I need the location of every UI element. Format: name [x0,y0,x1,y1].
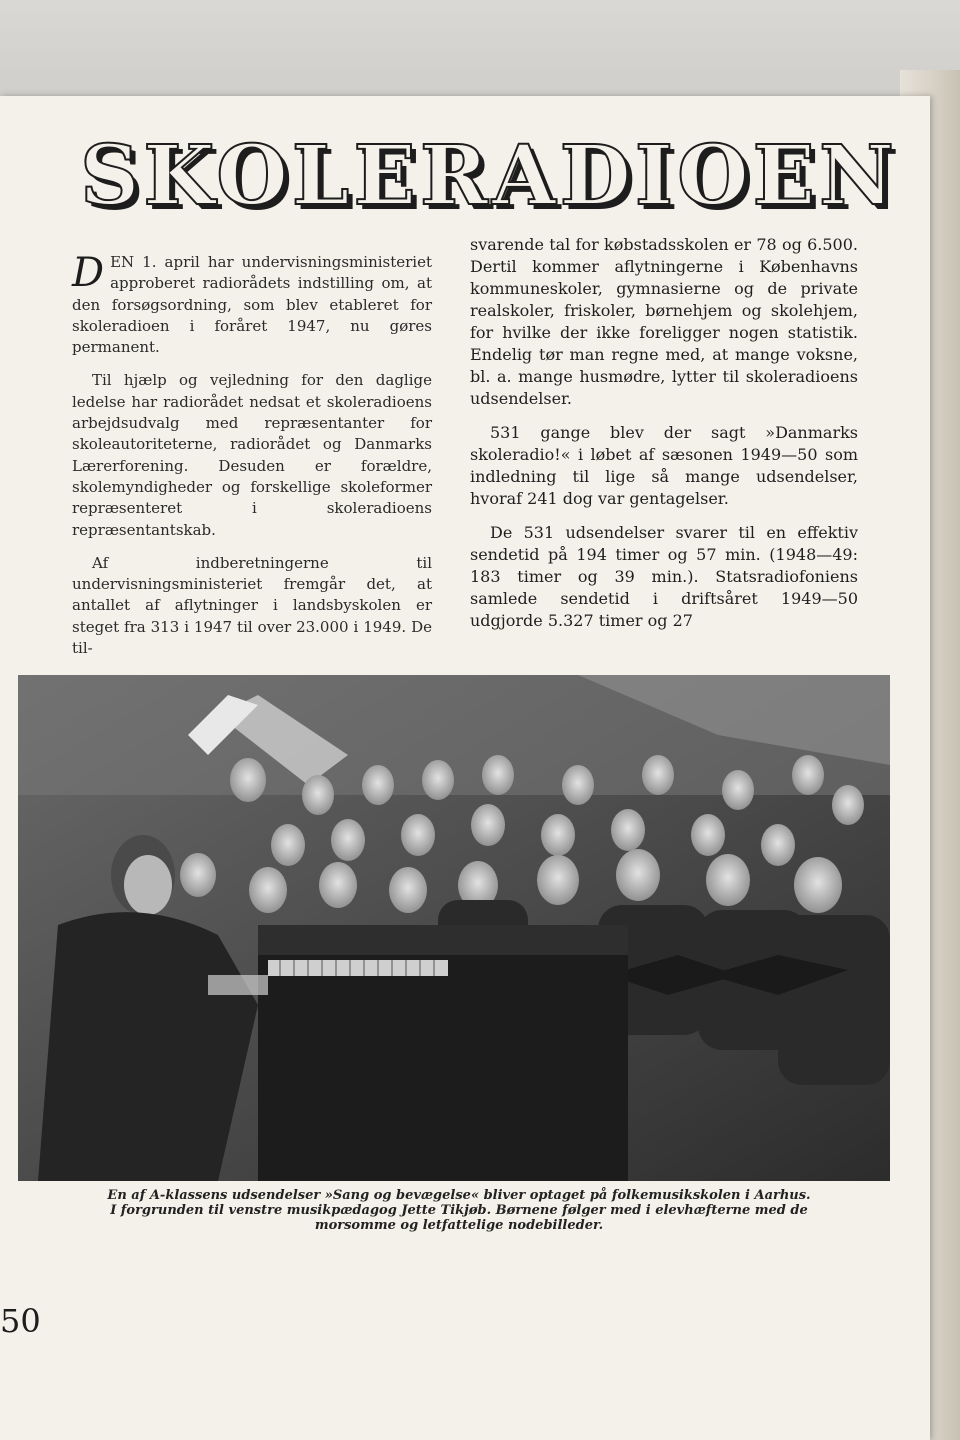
article-title: SKOLERADIOEN [80,128,898,224]
paragraph-6: De 531 udsendelser svarer til en effektiv sendetid på 194 timer og 57 min. (1948—49: 183 timer og 39 min.). Statsradiofoniens samlede sendetid i driftsåret 1949—50 udgjorde 5.327 timer og 27 [470,523,858,630]
caption-line-2: I forgrunden til venstre musikpædagog Jette Tikjøb. Børnene følger med i elevhæfterne med de [110,1203,808,1218]
paragraph-1 [72,252,432,358]
right-column [470,234,858,644]
drop-cap: D [72,250,105,296]
caption-line-1: En af A-klassens udsendelser »Sang og bevægelse« bliver optaget på folkemusikskolen i Aarhus. [107,1188,811,1203]
background-table [0,0,960,110]
caption-line-3: morsomme og letfattelige nodebilleder. [314,1218,604,1233]
photo-caption [24,1188,894,1233]
paragraph-1-text: EN 1. april har undervisningsministeriet approberet radiorådets indstilling om, at den forsøgsordning, som blev etableret for skoleradioen i foråret 1947, nu gøres permanent. [72,253,432,357]
photo-illustration [18,675,890,1181]
classroom-photo [18,675,890,1181]
paragraph-2: Til hjælp og vejledning for den daglige ledelse har radiorådet nedsat et skoleradioens arbejdsudvalg med repræsentanter for skoleautoriteterne, radiorådet og Danmarks Lærerforening. Desuden er forældre, skolemyndigheder og forskellige skoleformer repræsenteret i skoleradioens repræsentantskab. [72,371,432,539]
left-column [72,252,432,671]
paragraph-4: svarende tal for købstadsskolen er 78 og 6.500. Dertil kommer aflytningerne i Københavns kommuneskoler, gymnasierne og de private realskoler, friskoler, børnehjem og skolehjem, for hvilke der ikke foreligger nogen statistik. Endelig tør man regne med, at mange voksne, bl. a. mange husmødre, lytter til skoleradioens udsendelser. [470,235,858,408]
page-number: 50 [0,1302,41,1340]
paragraph-5: 531 gange blev der sagt »Danmarks skoleradio!« i løbet af sæsonen 1949—50 som indledning til lige så mange udsendelser, hvoraf 241 dog var gentagelser. [470,423,858,508]
paragraph-3: Af indberetningerne til undervisningsministeriet fremgår det, at antallet af aflytninger i landsbyskolen er steget fra 313 i 1947 til over 23.000 i 1949. De til- [72,553,432,658]
